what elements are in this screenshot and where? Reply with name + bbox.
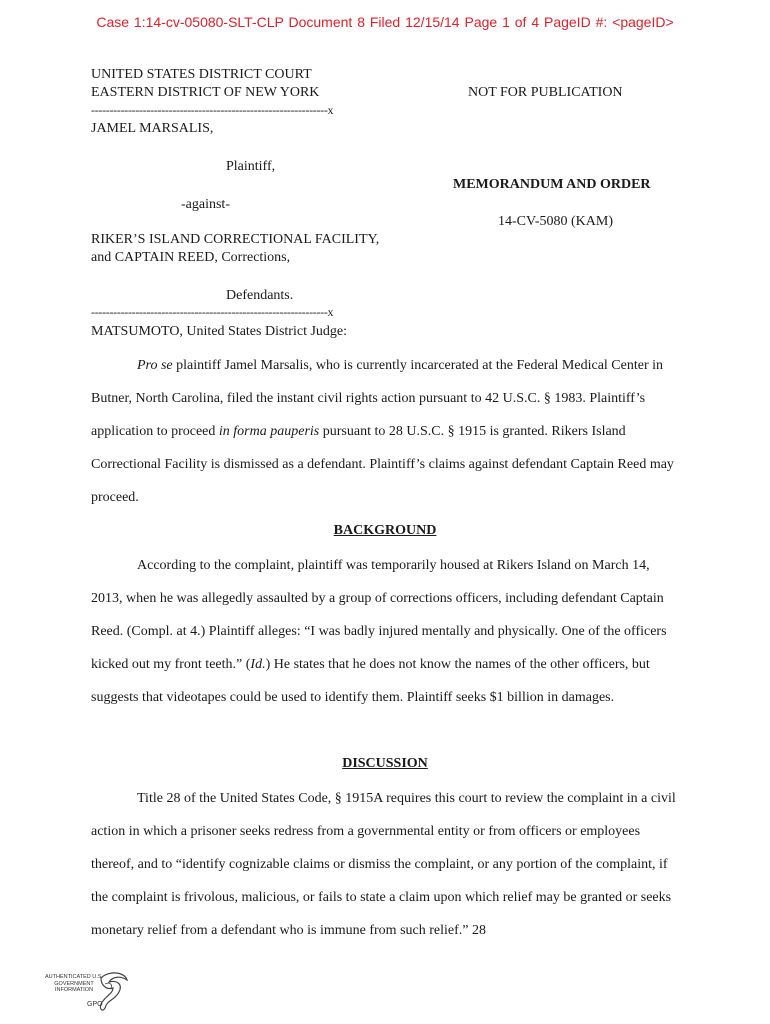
in-forma-pauperis-italic: in forma pauperis [218,424,320,439]
not-for-publication: NOT FOR PUBLICATION [468,85,623,100]
defendants-line1: RIKER’S ISLAND CORRECTIONAL FACILITY, [91,232,380,247]
court-name-line2: EASTERN DISTRICT OF NEW YORK [91,85,320,100]
background-heading: BACKGROUND [333,523,437,538]
caption-divider-bottom: ----------------------------------------------------------------x [91,305,334,319]
gpo-label: GPO [87,1001,103,1008]
defendants-role: Defendants. [226,288,294,303]
defendants-line2: and CAPTAIN REED, Corrections, [91,250,291,265]
docket-number: 14-CV-5080 (KAM) [498,214,613,229]
court-name-line1: UNITED STATES DISTRICT COURT [91,67,312,82]
background-text-part2: ) He states that he does not know the names of the other officers, but suggests that videotapes could be used to identify them. Plaintiff seeks $1 billion in damages. [91,657,650,705]
pro-se-italic: Pro se [137,358,173,373]
against-label: -against- [181,197,230,212]
seal-text: AUTHENTICATED U.S. GOVERNMENT INFORMATION [45,974,103,993]
discussion-paragraph: Title 28 of the United States Code, § 1915A requires this court to review the complaint in a civil action in which a prisoner seeks redress from a governmental entity or from officers or employees thereof, and to “identify cognizable claims or dismiss the complaint, or any portion of the complaint, if the complaint is frivolous, malicious, or fails to state a claim upon which relief may be granted or seeks monetary relief from a defendant who is immune from such relief.” 28 [91,791,676,938]
gpo-authentication-seal [45,968,130,1016]
caption-divider-top: ----------------------------------------------------------------x [91,103,334,117]
intro-text-part1: plaintiff Jamel Marsalis, who is currently incarcerated at the Federal Medical Center in Butner, North Carolina, filed the instant civil rights action pursuant to 42 U.S.C. § 1983. Plaintiff’s application to proceed [91,358,663,439]
document-title: MEMORANDUM AND ORDER [453,177,651,192]
plaintiff-name: JAMEL MARSALIS, [91,121,214,136]
case-header-stamp: Case 1:14-cv-05080-SLT-CLP Document 8 Filed 12/15/14 Page 1 of 4 PageID #: <pageID> [96,14,674,30]
discussion-heading: DISCUSSION [342,756,428,771]
judge-line: MATSUMOTO, United States District Judge: [91,324,348,339]
intro-text-part2: pursuant to 28 U.S.C. § 1915 is granted. Rikers Island Correctional Facility is dismissed as a defendant. Plaintiff’s claims against defendant Captain Reed may proceed. [91,424,674,505]
background-paragraph [91,549,679,714]
id-citation-italic: Id. [250,657,266,672]
background-text-part1: According to the complaint, plaintiff was temporarily housed at Rikers Island on March 14, 2013, when he was allegedly assaulted by a group of corrections officers, including defendant Captain Reed. (Compl. at 4.) Plaintiff alleges: “I was badly injured mentally and physically. One of the officers kicked out my front teeth.” ( [91,558,667,672]
intro-paragraph [91,349,679,514]
plaintiff-role: Plaintiff, [226,159,276,174]
